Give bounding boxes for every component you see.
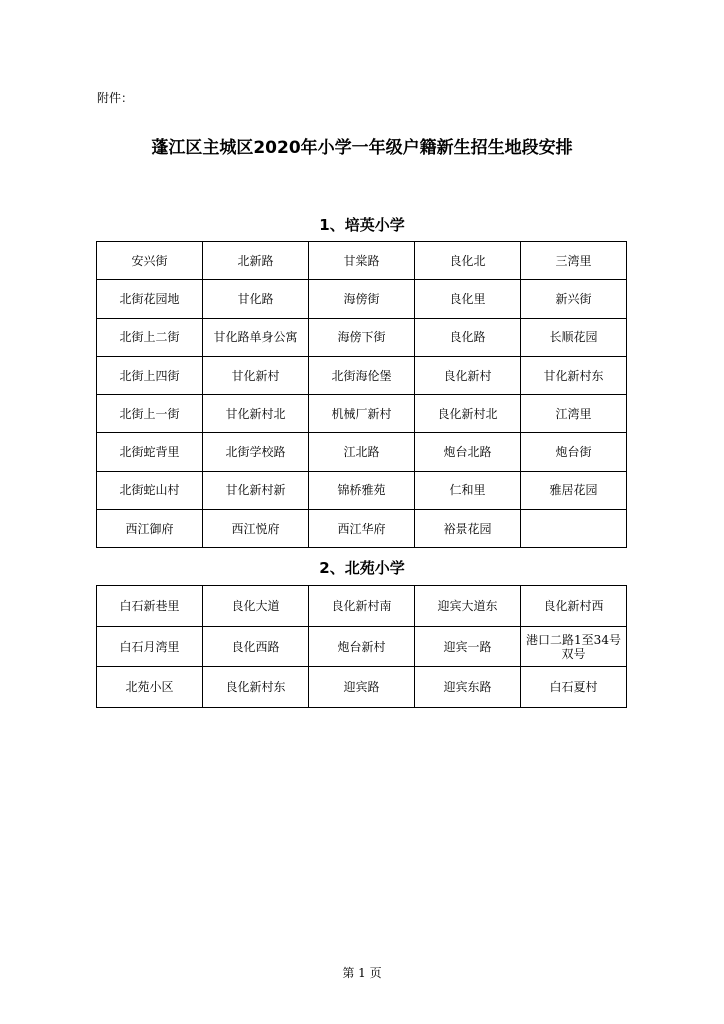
street-cell: 良化新村南	[309, 586, 415, 627]
table-row	[97, 471, 627, 509]
peiying-street-table	[96, 241, 627, 548]
street-cell: 北街蛇山村	[97, 471, 203, 509]
street-cell: 良化西路	[203, 626, 309, 667]
street-cell: 甘化路单身公寓	[203, 318, 309, 356]
page-number: 第 1 页	[342, 966, 382, 980]
street-cell: 江北路	[309, 433, 415, 471]
street-cell: 海傍街	[309, 280, 415, 318]
street-cell: 炮台街	[521, 433, 627, 471]
street-cell	[521, 510, 627, 548]
street-cell: 良化新村北	[415, 395, 521, 433]
table-row	[97, 510, 627, 548]
street-cell: 炮台新村	[309, 626, 415, 667]
street-cell: 甘化新村北	[203, 395, 309, 433]
street-cell: 北街蛇背里	[97, 433, 203, 471]
table-row	[97, 242, 627, 280]
street-cell: 炮台北路	[415, 433, 521, 471]
street-cell: 良化新村东	[203, 667, 309, 708]
street-cell: 江湾里	[521, 395, 627, 433]
table-row	[97, 395, 627, 433]
document-title: 蓬江区主城区2020年小学一年级户籍新生招生地段安排	[151, 138, 573, 158]
street-cell: 良化北	[415, 242, 521, 280]
street-cell: 甘化路	[203, 280, 309, 318]
street-cell: 甘棠路	[309, 242, 415, 280]
street-cell: 北街花园地	[97, 280, 203, 318]
table-row	[97, 318, 627, 356]
table-row	[97, 626, 627, 667]
street-cell: 迎宾路	[309, 667, 415, 708]
street-cell: 北街上一街	[97, 395, 203, 433]
table-row	[97, 667, 627, 708]
street-cell: 仁和里	[415, 471, 521, 509]
street-cell: 北街上二街	[97, 318, 203, 356]
street-cell: 北街学校路	[203, 433, 309, 471]
street-cell: 海傍下街	[309, 318, 415, 356]
street-cell: 锦桥雅苑	[309, 471, 415, 509]
table-row	[97, 433, 627, 471]
street-cell: 迎宾大道东	[415, 586, 521, 627]
street-cell: 迎宾东路	[415, 667, 521, 708]
street-cell: 甘化新村东	[521, 356, 627, 394]
street-cell: 西江悦府	[203, 510, 309, 548]
street-cell: 新兴街	[521, 280, 627, 318]
street-cell: 甘化新村	[203, 356, 309, 394]
beiyuan-street-table	[96, 585, 627, 708]
street-cell: 良化新村	[415, 356, 521, 394]
table-row	[97, 356, 627, 394]
street-cell: 雅居花园	[521, 471, 627, 509]
street-cell: 良化路	[415, 318, 521, 356]
street-cell: 良化新村西	[521, 586, 627, 627]
street-cell: 良化大道	[203, 586, 309, 627]
street-cell: 北苑小区	[97, 667, 203, 708]
street-cell: 港口二路1至34号双号	[521, 626, 627, 667]
street-cell: 良化里	[415, 280, 521, 318]
street-cell: 安兴街	[97, 242, 203, 280]
street-cell: 北新路	[203, 242, 309, 280]
street-cell: 白石月湾里	[97, 626, 203, 667]
street-cell: 白石新巷里	[97, 586, 203, 627]
street-cell: 迎宾一路	[415, 626, 521, 667]
street-cell: 北街海伦堡	[309, 356, 415, 394]
street-cell: 西江华府	[309, 510, 415, 548]
street-cell: 长顺花园	[521, 318, 627, 356]
street-cell: 白石夏村	[521, 667, 627, 708]
street-cell: 西江御府	[97, 510, 203, 548]
annex-label: 附件：	[97, 91, 134, 105]
street-cell: 甘化新村新	[203, 471, 309, 509]
section-heading-peiying: 1、培英小学	[319, 216, 405, 234]
section-heading-beiyuan: 2、北苑小学	[319, 559, 405, 577]
street-cell: 裕景花园	[415, 510, 521, 548]
table-row	[97, 280, 627, 318]
street-cell: 北街上四街	[97, 356, 203, 394]
street-cell: 三湾里	[521, 242, 627, 280]
street-cell: 机械厂新村	[309, 395, 415, 433]
table-row	[97, 586, 627, 627]
